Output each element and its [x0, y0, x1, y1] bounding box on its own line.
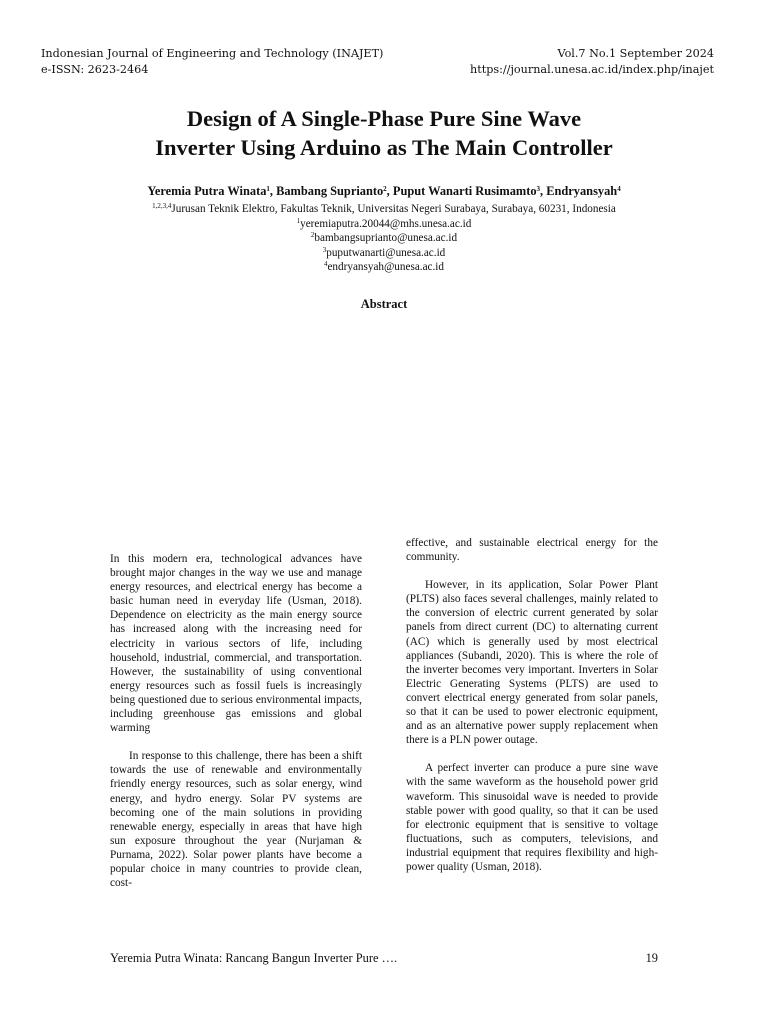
affiliation-line	[40, 202, 728, 217]
volume-issue: Vol.7 No.1 September 2024	[557, 47, 714, 60]
body-column-left	[110, 552, 362, 904]
journal-name: Indonesian Journal of Engineering and Technology (INAJET)	[41, 47, 384, 60]
author-name: Endryansyah	[546, 184, 618, 198]
page-number: 19	[645, 951, 658, 965]
author-affiliation-mark: 1	[266, 185, 270, 193]
email-line	[40, 246, 728, 261]
journal-url: https://journal.unesa.ac.id/index.php/inajet	[470, 63, 714, 76]
affiliation-text: Jurusan Teknik Elektro, Fakultas Teknik, Universitas Negeri Surabaya, Surabaya, 60231, Indonesia	[171, 203, 616, 215]
email-line	[40, 217, 728, 232]
email-line	[40, 260, 728, 275]
email-address: bambangsuprianto@unesa.ac.id	[314, 232, 458, 245]
body-paragraph: effective, and sustainable electrical energy for the community.	[406, 537, 658, 564]
author-list	[40, 184, 728, 199]
affiliations	[40, 202, 728, 275]
page-footer	[110, 951, 658, 966]
author-name: Yeremia Putra Winata	[147, 184, 267, 198]
body-paragraph: A perfect inverter can produce a pure sine wave with the same waveform as the household power grid waveform. This sinusoidal wave is needed to provide stable power with good quality, so that it can be used for electronic equipment that is sensitive to voltage fluctuations, such as computers, televisions, and industrial equipment that requires flexibility and high-power quality (Usman, 2018).	[406, 762, 658, 873]
author-separator: ,	[386, 184, 393, 198]
title-line-2: Inverter Using Arduino as The Main Controller	[155, 135, 613, 160]
author-affiliation-mark: 4	[617, 185, 621, 193]
email-mark: 2	[310, 231, 315, 240]
author-name: Bambang Suprianto	[276, 184, 384, 198]
affiliation-mark: 1,2,3,4	[152, 202, 172, 210]
author-affiliation-mark: 3	[536, 185, 541, 193]
email-mark: 4	[323, 260, 328, 269]
body-column-right	[406, 536, 658, 888]
paper-title	[60, 104, 708, 162]
author-affiliation-mark: 2	[383, 185, 387, 193]
email-mark: 3	[322, 245, 327, 254]
email-line	[40, 231, 728, 246]
header-left	[41, 46, 383, 78]
title-line-1: Design of A Single-Phase Pure Sine Wave	[186, 106, 582, 131]
body-paragraph: In this modern era, technological advances have brought major changes in the way we use and manage energy resources, and electrical energy has become a basic human need in everyday life (Usman, 2018). Dependence on electricity as the main energy source has increased along with the increasing need for electricity in various sectors of life, including household, industrial, commercial, and transportation. However, the sustainability of using conventional energy resources such as fossil fuels is increasingly being questioned due to serious environmental impacts, including greenhouse gas emissions and global warming	[110, 553, 362, 735]
header-right	[470, 46, 714, 78]
email-address: endryansyah@unesa.ac.id	[327, 261, 445, 274]
email-mark: 1	[296, 216, 301, 225]
body-paragraph: In response to this challenge, there has been a shift towards the use of renewable and environmentally friendly energy resources, such as solar energy, wind energy, and hydro energy. Solar PV systems are becoming one of the main solutions in providing renewable energy, especially in areas that have high sun exposure throughout the year (Nurjaman & Purnama, 2022). Solar power plants have become a popular choice in many countries to provide clean, cost-	[110, 750, 362, 890]
email-address: puputwanarti@unesa.ac.id	[326, 246, 446, 259]
author-separator: ,	[540, 184, 547, 198]
author-name: Puput Wanarti Rusimamto	[392, 184, 537, 198]
author-separator: ,	[269, 184, 277, 198]
issn: e-ISSN: 2623-2464	[41, 63, 149, 76]
footer-running-title: Yeremia Putra Winata: Rancang Bangun Inverter Pure ….	[110, 951, 398, 965]
body-paragraph: However, in its application, Solar Power Plant (PLTS) also faces several challenges, mainly related to the conversion of electric current generated by solar panels from direct current (DC) to alternating current (AC) which is generally used by most electrical appliances (Subandi, 2020). This is where the role of the inverter becomes very important. Inverters in Solar Electric Generating Systems (PLTS) are used to convert electrical energy generated from solar panels, so that it can be used to power electronic equipment, and as an alternative power supply replacement when there is a PLN power outage.	[406, 579, 658, 747]
abstract-heading: Abstract	[360, 297, 408, 311]
email-address: yeremiaputra.20044@mhs.unesa.ac.id	[300, 217, 472, 230]
